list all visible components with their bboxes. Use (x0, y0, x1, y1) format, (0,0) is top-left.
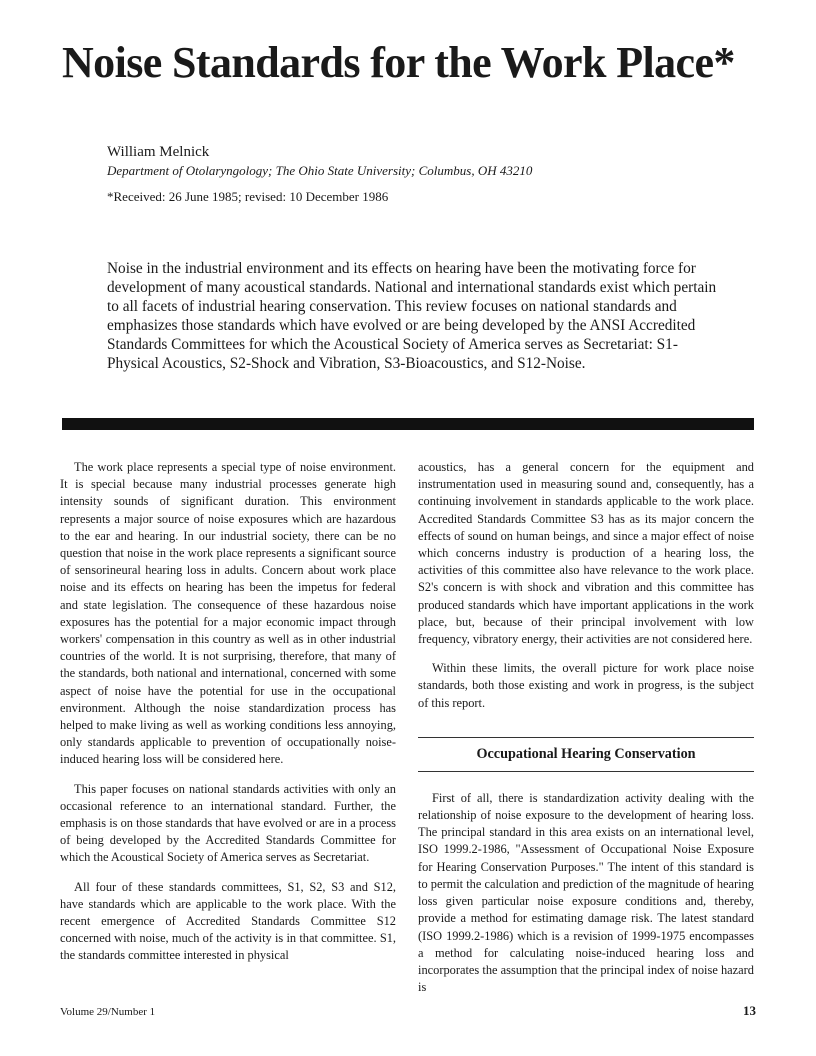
author-affiliation: Department of Otolaryngology; The Ohio State University; Columbus, OH 43210 (107, 163, 533, 178)
journal-volume: Volume 29/Number 1 (60, 1006, 156, 1018)
body-paragraph: The work place represents a special type of noise environment. It is special because many industrial processes generate high intensity sounds of significant duration. This environment represents a major source of noise exposures which are hazardous to the ear and hearing. In our industrial society, there can be no question that noise in the work place represents a significant source of sensorineural hearing loss in adults. Concern about work place noise and its effects on hearing has been the impetus for federal and state legislation. The consequence of these hazardous noise exposures has the potential for a major economic impact through workers' compensation in this country as well as in other industrial countries of the world. It is not surprising, therefore, that many of the standards, both national and international, concerned with some aspect of noise have the potential for use in the occupational environment. Although the noise standardization process has helped to make living as well as working conditions less annoying, only standards applicable to prevention of occupationally noise-induced hearing loss will be considered here. (60, 460, 396, 767)
page-number: 13 (743, 1003, 756, 1018)
body-paragraph: First of all, there is standardization activity dealing with the relationship of noise exposure to the development of hearing loss. The principal standard in this area exists on an international level, ISO 1999.2-1986, "Assessment of Occupational Noise Exposure for Hearing Conservation Purposes." The intent of this standard is to permit the calculation and prediction of the magnitude of hearing loss given particular noise exposure conditions and, thereby, provide a method for estimating damage risk. The latest standard (ISO 1999.2-1986) which is a revision of 1999-1975 encompasses a method for calculating noise-induced hearing loss and incorporates the assumption that the principal index of noise hazard is (418, 790, 754, 995)
left-column (60, 459, 396, 977)
article-title: Noise Standards for the Work Place* (62, 38, 735, 87)
author-name: William Melnick (107, 144, 210, 160)
section-divider-bar (62, 418, 754, 430)
received-date-note: *Received: 26 June 1985; revised: 10 December 1986 (107, 189, 389, 204)
section-heading: Occupational Hearing Conservation (476, 745, 696, 762)
body-paragraph: acoustics, has a general concern for the equipment and instrumentation used in measuring sound and, consequently, has a continuing involvement in standards applicable to the work place. Accredited Standards Committee S3 has as its major concern the effects of sound on human beings, and since a major effect of noise which concerns industry is production of a hearing loss, the activities of this committee also have relevance to the work place. S2's concern is with shock and vibration and this committee has produced standards which have important applications in the work place, but, because of their principal involvement with low frequency, vibratory energy, their activities are not considered here. (418, 460, 754, 647)
body-paragraph: Within these limits, the overall picture for work place noise standards, both those existing and work in progress, is the subject of this report. (418, 661, 754, 710)
body-paragraph: This paper focuses on national standards activities with only an occasional reference to an international standard. Further, the emphasis is on those standards that have evolved or are in a process of being developed by the Accredited Standards Committee for which the Acoustical Society of America serves as Secretariat. (60, 781, 396, 865)
body-paragraph: All four of these standards committees, S1, S2, S3 and S12, have standards which are applicable to the work place. With the recent emergence of Accredited Standards Committee S12 concerned with noise, much of the activity is in that committee. S1, the standards committee interested in physical (60, 879, 396, 963)
right-column (418, 459, 754, 1008)
abstract: Noise in the industrial environment and its effects on hearing have been the motivating force for development of many acoustical standards. National and international standards exist which pertain to all facets of industrial hearing conservation. This review focuses on national standards and emphasizes those standards which have evolved or are being developed by the ANSI Accredited Standards Committees for which the Acoustical Society of America serves as Secretariat: S1-Physical Acoustics, S2-Shock and Vibration, S3-Bioacoustics, and S12-Noise. (107, 260, 717, 372)
section-heading-rules (418, 737, 754, 772)
